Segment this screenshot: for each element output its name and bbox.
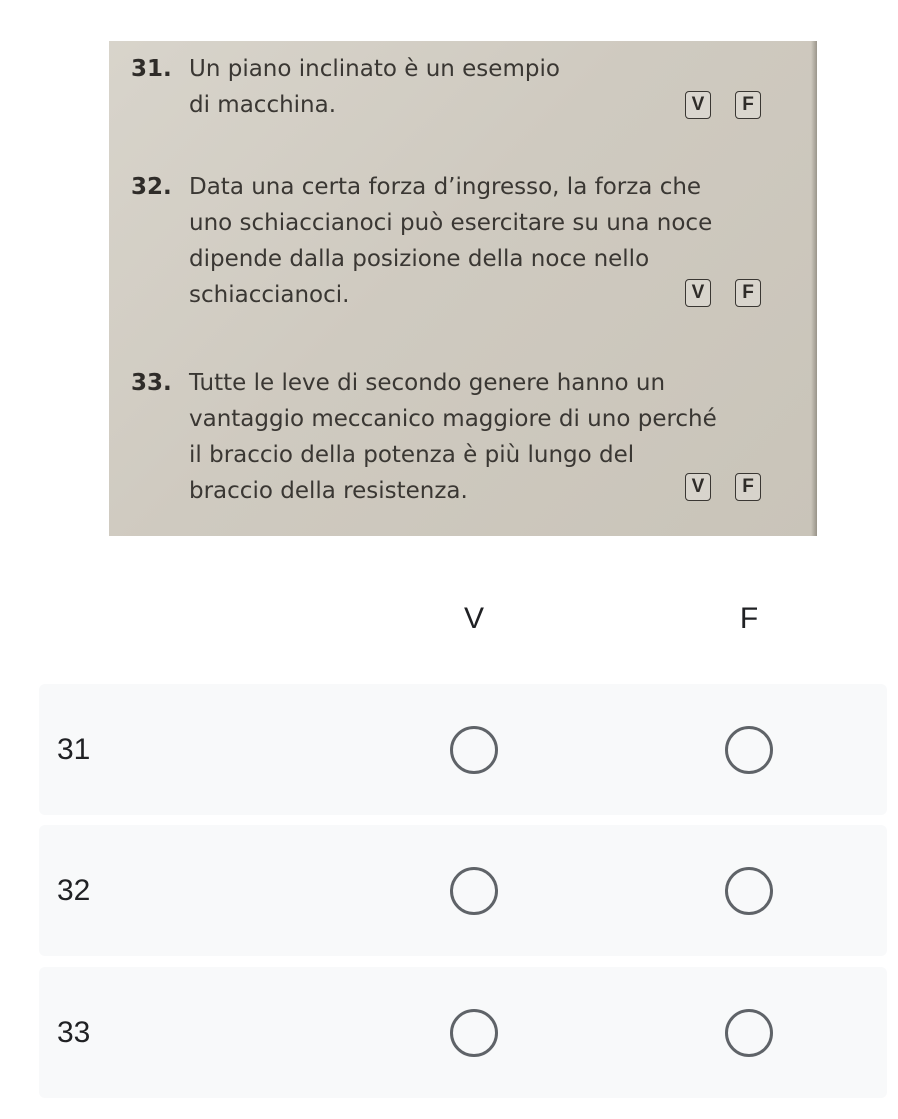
true-false-boxes	[685, 91, 761, 119]
question-number: 32.	[131, 174, 172, 200]
true-false-boxes	[685, 473, 761, 501]
radio-32-v[interactable]	[450, 867, 498, 915]
false-box: F	[735, 279, 761, 307]
textbook-question-31	[131, 51, 791, 123]
question-text-line: il braccio della potenza è più lungo del	[189, 442, 635, 468]
true-false-boxes	[685, 279, 761, 307]
true-box: V	[685, 91, 711, 119]
question-text-line: schiaccianoci.	[189, 282, 350, 308]
radio-32-f[interactable]	[725, 867, 773, 915]
question-text-line: Data una certa forza d’ingresso, la forza che	[189, 174, 702, 200]
textbook-question-32	[131, 169, 791, 313]
question-image	[109, 41, 817, 536]
question-text-line: di macchina.	[189, 92, 337, 118]
true-box: V	[685, 473, 711, 501]
question-number: 31.	[131, 56, 172, 82]
question-number: 33.	[131, 370, 172, 396]
false-box: F	[735, 473, 761, 501]
row-label: 32	[57, 873, 91, 907]
row-label: 31	[57, 732, 91, 766]
row-label: 33	[57, 1015, 91, 1049]
true-box: V	[685, 279, 711, 307]
radio-33-f[interactable]	[725, 1009, 773, 1057]
question-text-line: dipende dalla posizione della noce nello	[189, 246, 650, 272]
grid-row-31	[39, 684, 887, 815]
question-text-line: Tutte le leve di secondo genere hanno un	[189, 370, 666, 396]
radio-33-v[interactable]	[450, 1009, 498, 1057]
textbook-question-33	[131, 365, 791, 509]
question-text-line: Un piano inclinato è un esempio	[189, 56, 560, 82]
radio-31-v[interactable]	[450, 726, 498, 774]
question-text-line: braccio della resistenza.	[189, 478, 468, 504]
column-header-f: F	[739, 602, 759, 635]
question-text-line: uno schiaccianoci può esercitare su una noce	[189, 210, 713, 236]
column-header-v: V	[463, 602, 484, 635]
grid-row-32	[39, 825, 887, 956]
grid-row-33	[39, 967, 887, 1098]
question-text-line: vantaggio meccanico maggiore di uno perché	[189, 406, 717, 432]
radio-31-f[interactable]	[725, 726, 773, 774]
false-box: F	[735, 91, 761, 119]
